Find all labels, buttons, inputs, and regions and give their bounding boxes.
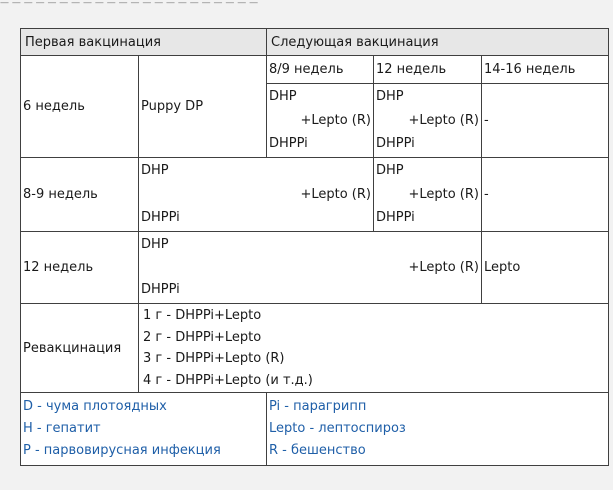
vaccine-line: DHPPi bbox=[269, 136, 308, 151]
revaccination-line: 2 г - DHPPi+Lepto bbox=[143, 329, 262, 345]
legend-item: R - бешенство bbox=[269, 443, 366, 458]
legend-item: D - чума плотоядных bbox=[23, 399, 167, 414]
legend-row bbox=[21, 393, 609, 466]
vaccine-line: DHP bbox=[376, 163, 404, 178]
table-row-revaccination bbox=[21, 304, 609, 393]
cell-12w-span bbox=[139, 232, 482, 304]
vaccine-line: DHPPi bbox=[141, 282, 180, 297]
legend-item: H - гепатит bbox=[23, 421, 101, 436]
table-header-row bbox=[21, 29, 609, 56]
vaccine-line: +Lepto (R) bbox=[408, 186, 479, 202]
header-next-vaccination: Следующая вакцинация bbox=[267, 29, 609, 56]
vaccine-line: +Lepto (R) bbox=[408, 112, 479, 128]
legend-item: Lepto - лептоспироз bbox=[269, 421, 406, 436]
legend-item: Pi - парагрипп bbox=[269, 399, 367, 414]
cell-6w-14-16w: - bbox=[482, 84, 609, 158]
age-12-weeks: 12 недель bbox=[21, 232, 139, 304]
vaccine-line: +Lepto (R) bbox=[408, 259, 479, 275]
revaccination-line: 4 г - DHPPi+Lepto (и т.д.) bbox=[143, 372, 313, 388]
vaccine-line: DHPPi bbox=[376, 210, 415, 225]
vaccine-line: DHP bbox=[141, 163, 169, 178]
table-row bbox=[21, 158, 609, 232]
cell-6w-8-9w bbox=[267, 84, 374, 158]
revaccination-label: Ревакцинация bbox=[21, 304, 139, 393]
cell-8-9w-12w bbox=[374, 158, 482, 232]
cell-12w-14-16w: Lepto bbox=[482, 232, 609, 304]
table-row bbox=[21, 232, 609, 304]
revaccination-schedule bbox=[139, 304, 609, 393]
vaccine-line: DHPPi bbox=[141, 210, 180, 225]
revaccination-line: 1 г - DHPPi+Lepto bbox=[143, 308, 262, 323]
cell-8-9w-span bbox=[139, 158, 374, 232]
header-first-vaccination: Первая вакцинация bbox=[21, 29, 267, 56]
vaccine-line: DHPPi bbox=[376, 136, 415, 151]
legend-item: P - парвовирусная инфекция bbox=[23, 443, 221, 458]
subheader-12-weeks: 12 недель bbox=[374, 56, 482, 84]
vaccine-line: DHP bbox=[141, 237, 169, 252]
cropped-top-text: — — — — — — — — — — — — — — — — — — — — — — bbox=[0, 0, 259, 8]
vaccine-line: DHP bbox=[269, 89, 297, 104]
first-vaccine-6-weeks: Puppy DP bbox=[139, 56, 267, 158]
cell-8-9w-14-16w: - bbox=[482, 158, 609, 232]
revaccination-line: 3 г - DHPPi+Lepto (R) bbox=[143, 351, 285, 366]
table-subheader-row bbox=[21, 56, 609, 84]
legend-left bbox=[21, 393, 267, 466]
cell-6w-12w bbox=[374, 84, 482, 158]
subheader-8-9-weeks: 8/9 недель bbox=[267, 56, 374, 84]
age-8-9-weeks: 8-9 недель bbox=[21, 158, 139, 232]
vaccine-line: +Lepto (R) bbox=[300, 186, 371, 202]
vaccination-schedule-table bbox=[20, 28, 609, 466]
age-6-weeks: 6 недель bbox=[21, 56, 139, 158]
legend-right bbox=[267, 393, 609, 466]
vaccine-line: +Lepto (R) bbox=[300, 112, 371, 128]
subheader-14-16-weeks: 14-16 недель bbox=[482, 56, 609, 84]
vaccine-line: DHP bbox=[376, 89, 404, 104]
